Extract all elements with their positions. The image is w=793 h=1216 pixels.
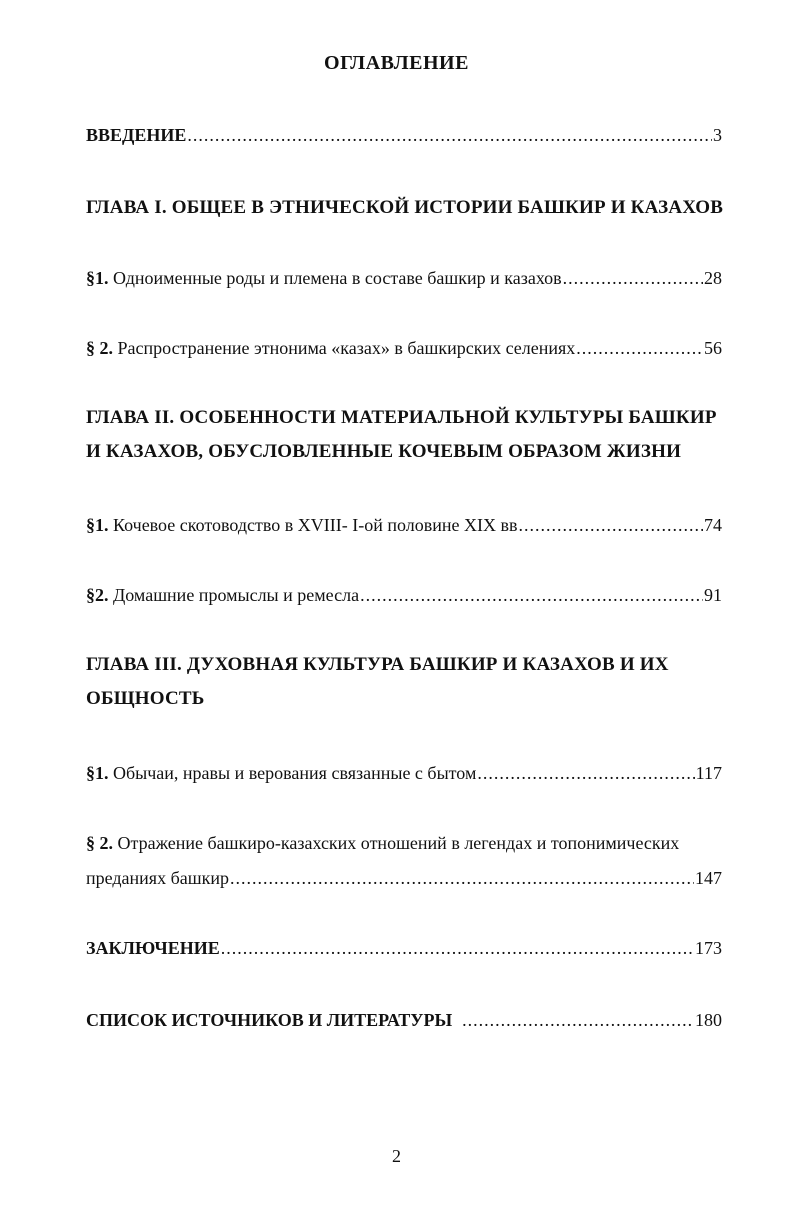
dot-leader bbox=[477, 762, 694, 784]
chapter-1-heading[interactable]: ГЛАВА I. ОБЩЕЕ В ЭТНИЧЕСКОЙ ИСТОРИИ БАШКИР И КАЗАХОВ bbox=[86, 197, 724, 218]
toc-entry-section-1-2[interactable] bbox=[86, 337, 722, 359]
toc-entry-section-3-2-line-1[interactable] bbox=[86, 832, 722, 854]
toc-entry-page: 173 bbox=[695, 938, 722, 958]
dot-leader bbox=[576, 337, 703, 359]
toc-entry-label bbox=[86, 514, 517, 536]
page-number: 2 bbox=[392, 1146, 401, 1166]
toc-entry-section-3-2-line-2[interactable] bbox=[86, 867, 722, 889]
toc-entry-section-2-1[interactable] bbox=[86, 514, 722, 536]
toc-entry-page: 147 bbox=[695, 868, 722, 888]
toc-entry-conclusion[interactable] bbox=[86, 937, 722, 959]
chapter-3-heading-line-1[interactable]: ГЛАВА III. ДУХОВНАЯ КУЛЬТУРА БАШКИР И КАЗАХОВ И ИХ bbox=[86, 654, 669, 675]
toc-entry-label bbox=[86, 762, 476, 784]
section-title: Отражение башкиро-казахских отношений в легендах и топонимических bbox=[113, 833, 680, 853]
dot-leader bbox=[221, 937, 694, 959]
toc-entry-page: 28 bbox=[704, 268, 722, 288]
section-title: Обычаи, нравы и верования связанные с бытом bbox=[108, 763, 477, 783]
section-number: §1. bbox=[86, 515, 109, 535]
toc-entry-sources[interactable] bbox=[86, 1009, 722, 1031]
toc-entry-introduction[interactable] bbox=[86, 124, 722, 146]
toc-entry-label bbox=[86, 267, 562, 289]
toc-entry-section-2-2[interactable] bbox=[86, 584, 722, 606]
toc-entry-label bbox=[86, 584, 359, 606]
section-title: Кочевое скотоводство в XVIII- I-ой половине XIX вв bbox=[108, 515, 518, 535]
toc-entry-label: СПИСОК ИСТОЧНИКОВ И ЛИТЕРАТУРЫ bbox=[86, 1010, 453, 1030]
section-number: § 2. bbox=[86, 338, 113, 358]
dot-leader bbox=[360, 584, 703, 606]
toc-entry-label bbox=[86, 337, 575, 359]
toc-entry-page: 117 bbox=[695, 763, 722, 783]
dot-leader bbox=[462, 1009, 694, 1031]
section-title-continued: преданиях башкир bbox=[86, 868, 229, 888]
section-number: §1. bbox=[86, 763, 109, 783]
toc-entry-page: 91 bbox=[704, 585, 722, 605]
chapter-2-heading-line-2[interactable]: И КАЗАХОВ, ОБУСЛОВЛЕННЫЕ КОЧЕВЫМ ОБРАЗОМ ЖИЗНИ bbox=[86, 441, 682, 462]
toc-entry-page: 3 bbox=[713, 125, 722, 145]
page-title: ОГЛАВЛЕНИЕ bbox=[324, 52, 469, 74]
toc-entry-page: 56 bbox=[704, 338, 722, 358]
dot-leader bbox=[230, 867, 694, 889]
section-title: Распространение этнонима «казах» в башкирских селениях bbox=[113, 338, 576, 358]
section-number: §2. bbox=[86, 585, 109, 605]
toc-entry-page: 74 bbox=[704, 515, 722, 535]
section-title: Одноименные роды и племена в составе башкир и казахов bbox=[108, 268, 562, 288]
toc-entry-label: ЗАКЛЮЧЕНИЕ bbox=[86, 938, 220, 958]
dot-leader bbox=[518, 514, 703, 536]
toc-entry-page: 180 bbox=[695, 1010, 722, 1030]
section-number: § 2. bbox=[86, 833, 113, 853]
chapter-3-heading-line-2[interactable]: ОБЩНОСТЬ bbox=[86, 688, 205, 709]
chapter-2-heading-line-1[interactable]: ГЛАВА II. ОСОБЕННОСТИ МАТЕРИАЛЬНОЙ КУЛЬТУРЫ БАШКИР bbox=[86, 407, 717, 428]
toc-entry-section-1-1[interactable] bbox=[86, 267, 722, 289]
dot-leader bbox=[563, 267, 703, 289]
section-title: Домашние промыслы и ремесла bbox=[108, 585, 360, 605]
toc-entry-section-3-1[interactable] bbox=[86, 762, 722, 784]
toc-entry-label: ВВЕДЕНИЕ bbox=[86, 125, 187, 145]
section-number: §1. bbox=[86, 268, 109, 288]
dot-leader bbox=[187, 124, 712, 146]
